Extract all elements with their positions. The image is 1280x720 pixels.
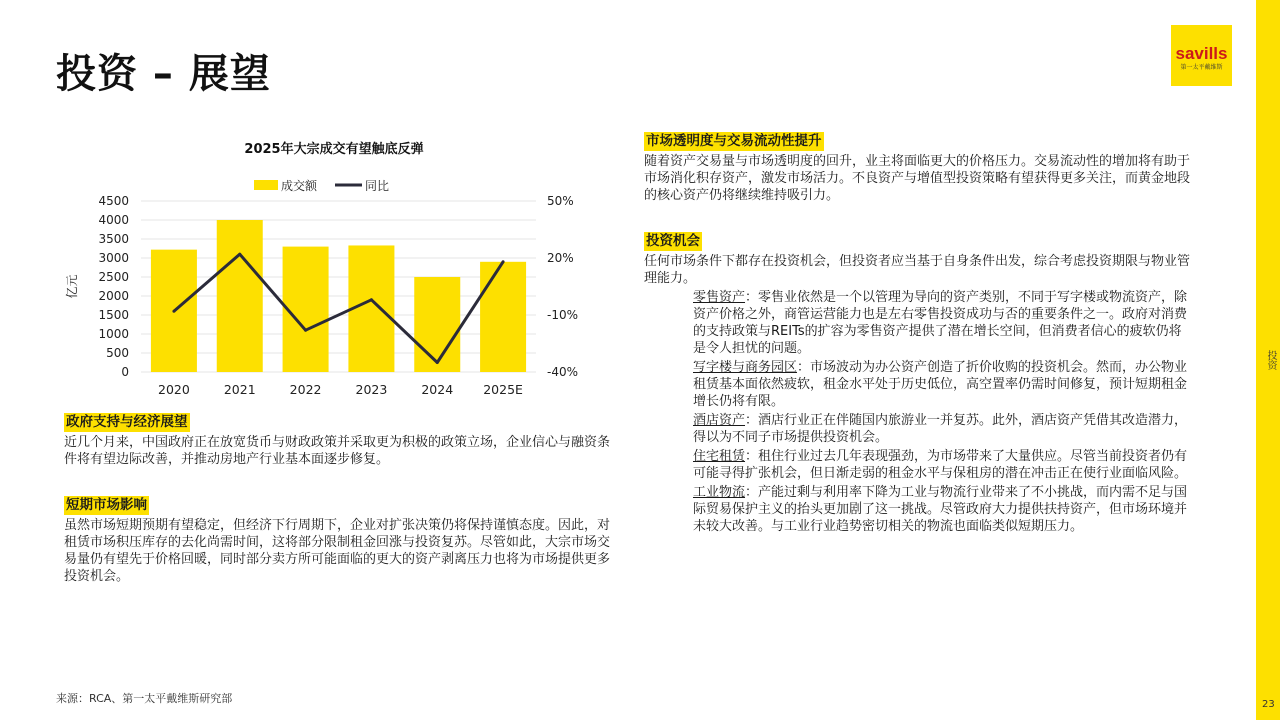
side-section-label: 投资 xyxy=(1265,350,1276,370)
y-tick-label: 2500 xyxy=(98,270,129,284)
section-transparency xyxy=(644,132,1192,204)
section-gov-support xyxy=(64,413,610,468)
y2-tick-label: 20% xyxy=(547,251,574,265)
list-item-retail xyxy=(693,289,1192,357)
chart-title: 2025年大宗成交有望触底反弹 xyxy=(244,142,424,157)
bar-2021 xyxy=(217,220,263,372)
x-tick-label: 2022 xyxy=(289,382,322,397)
x-tick-label: 2025E xyxy=(483,382,523,397)
y-tick-label: 2000 xyxy=(98,289,129,303)
y-tick-label: 0 xyxy=(121,365,129,379)
section-header: 短期市场影响 xyxy=(66,497,147,513)
yoy-point-2022 xyxy=(304,329,307,332)
item-label: 工业物流 xyxy=(693,485,746,500)
list-item-office xyxy=(693,359,1192,410)
y-tick-label: 1500 xyxy=(98,308,129,322)
x-tick-label: 2024 xyxy=(421,382,454,397)
page-title: 投资 – 展望 xyxy=(56,51,271,97)
yoy-point-2021 xyxy=(238,253,241,256)
y-tick-label: 500 xyxy=(106,346,129,360)
y-axis-label: 亿元 xyxy=(65,274,79,299)
yoy-point-2023 xyxy=(370,298,373,301)
y-tick-label: 4500 xyxy=(98,194,129,208)
yoy-point-2020 xyxy=(172,310,175,313)
y2-tick-label: -40% xyxy=(547,365,579,379)
legend-bar-swatch xyxy=(254,180,278,190)
item-text: ：租住行业过去几年表现强劲，为市场带来了大量供应。尽管当前投资者仍有可能寻得扩张机会，但日渐走弱的租金水平与保租房的潜在冲击正在使行业面临风险。 xyxy=(693,449,1188,481)
x-tick-label: 2023 xyxy=(355,382,388,397)
item-label: 酒店资产 xyxy=(693,413,746,428)
section-header: 投资机会 xyxy=(646,233,700,249)
bar-2022 xyxy=(283,247,329,372)
transaction-chart xyxy=(56,134,616,404)
section-text: 虽然市场短期预期有望稳定，但经济下行周期下，企业对扩张决策仍将保持谨慎态度。因此，对租赁市场积压库存的去化尚需时间，这将部分限制租金回涨与投资复苏。尽管如此，大宗市场交易量仍有望先于价格回暖，同时部分卖方所可能面临的更大的资产剥离压力也将为市场提供更多投资机会。 xyxy=(64,518,611,584)
page-number: 23 xyxy=(1262,699,1275,710)
item-text: ：酒店行业正在伴随国内旅游业一并复苏。此外，酒店资产凭借其改造潜力，得以为不同子市场提供投资机会。 xyxy=(693,413,1188,445)
bar-2024 xyxy=(414,277,460,372)
section-text: 任何市场条件下都存在投资机会，但投资者应当基于自身条件出发，综合考虑投资期限与物业管理能力。 xyxy=(644,254,1191,286)
source-note: 来源：RCA、第一太平戴维斯研究部 xyxy=(56,692,233,705)
section-text: 随着资产交易量与市场透明度的回升，业主将面临更大的价格压力。交易流动性的增加将有助于市场消化积存资产，激发市场活力。不良资产与增值型投资策略有望获得更多关注，而黄金地段的核心资产仍将继续维持吸引力。 xyxy=(644,154,1191,203)
logo-sub: 第一太平戴维斯 xyxy=(1180,63,1223,71)
y-tick-label: 1000 xyxy=(98,327,129,341)
item-text: ：产能过剩与利用率下降为工业与物流行业带来了不小挑战，而内需不足与国际贸易保护主义的抬头更加剧了这一挑战。尽管政府大力提供扶持资产，但市场环境并未较大改善。与工业行业趋势密切相关的物流也面临类似短期压力。 xyxy=(693,485,1188,534)
list-item-hotel xyxy=(693,412,1192,446)
y2-tick-label: -10% xyxy=(547,308,579,322)
y-tick-label: 4000 xyxy=(98,213,129,227)
y-tick-label: 3500 xyxy=(98,232,129,246)
section-opportunities xyxy=(644,232,1192,537)
section-short-term xyxy=(64,496,610,585)
y-tick-label: 3000 xyxy=(98,251,129,265)
yoy-point-2025E xyxy=(502,260,505,263)
list-item-rental xyxy=(693,448,1192,482)
item-text: ：市场波动为办公资产创造了折价收购的投资机会。然而，办公物业租赁基本面依然疲软，租金水平处于历史低位，高空置率仍需时间修复，预计短期租金增长仍将有限。 xyxy=(693,360,1188,409)
x-tick-label: 2020 xyxy=(158,382,190,397)
list-item-industrial xyxy=(693,484,1192,535)
section-header: 市场透明度与交易流动性提升 xyxy=(646,133,822,149)
logo-brand: savills xyxy=(1175,43,1228,63)
item-label: 零售资产 xyxy=(693,290,746,305)
item-text: ：零售业依然是一个以管理为导向的资产类别，不同于写字楼或物流资产，除资产价格之外，商管运营能力也是左右零售投资成功与否的重要条件之一。政府对消费的支持政策与REITs的扩容为零售资产提供了潜在增长空间，但消费者信心的疲软仍将是令人担忧的问题。 xyxy=(693,290,1188,356)
section-text: 近几个月来，中国政府正在放宽货币与财政政策并采取更为积极的政策立场，企业信心与融资条件将有望边际改善，并推动房地产行业基本面逐步修复。 xyxy=(64,435,611,467)
savills-logo xyxy=(1171,25,1232,86)
item-label: 写字楼与商务园区 xyxy=(693,360,798,375)
opportunity-list xyxy=(693,289,1192,535)
yoy-point-2024 xyxy=(436,361,439,364)
legend-line-label: 同比 xyxy=(365,179,390,193)
x-tick-label: 2021 xyxy=(223,382,256,397)
legend-bar-label: 成交额 xyxy=(281,179,318,193)
y2-tick-label: 50% xyxy=(547,194,574,208)
item-label: 住宅租赁 xyxy=(693,449,746,464)
section-header: 政府支持与经济展望 xyxy=(66,414,188,430)
bar-2025E xyxy=(480,262,526,372)
